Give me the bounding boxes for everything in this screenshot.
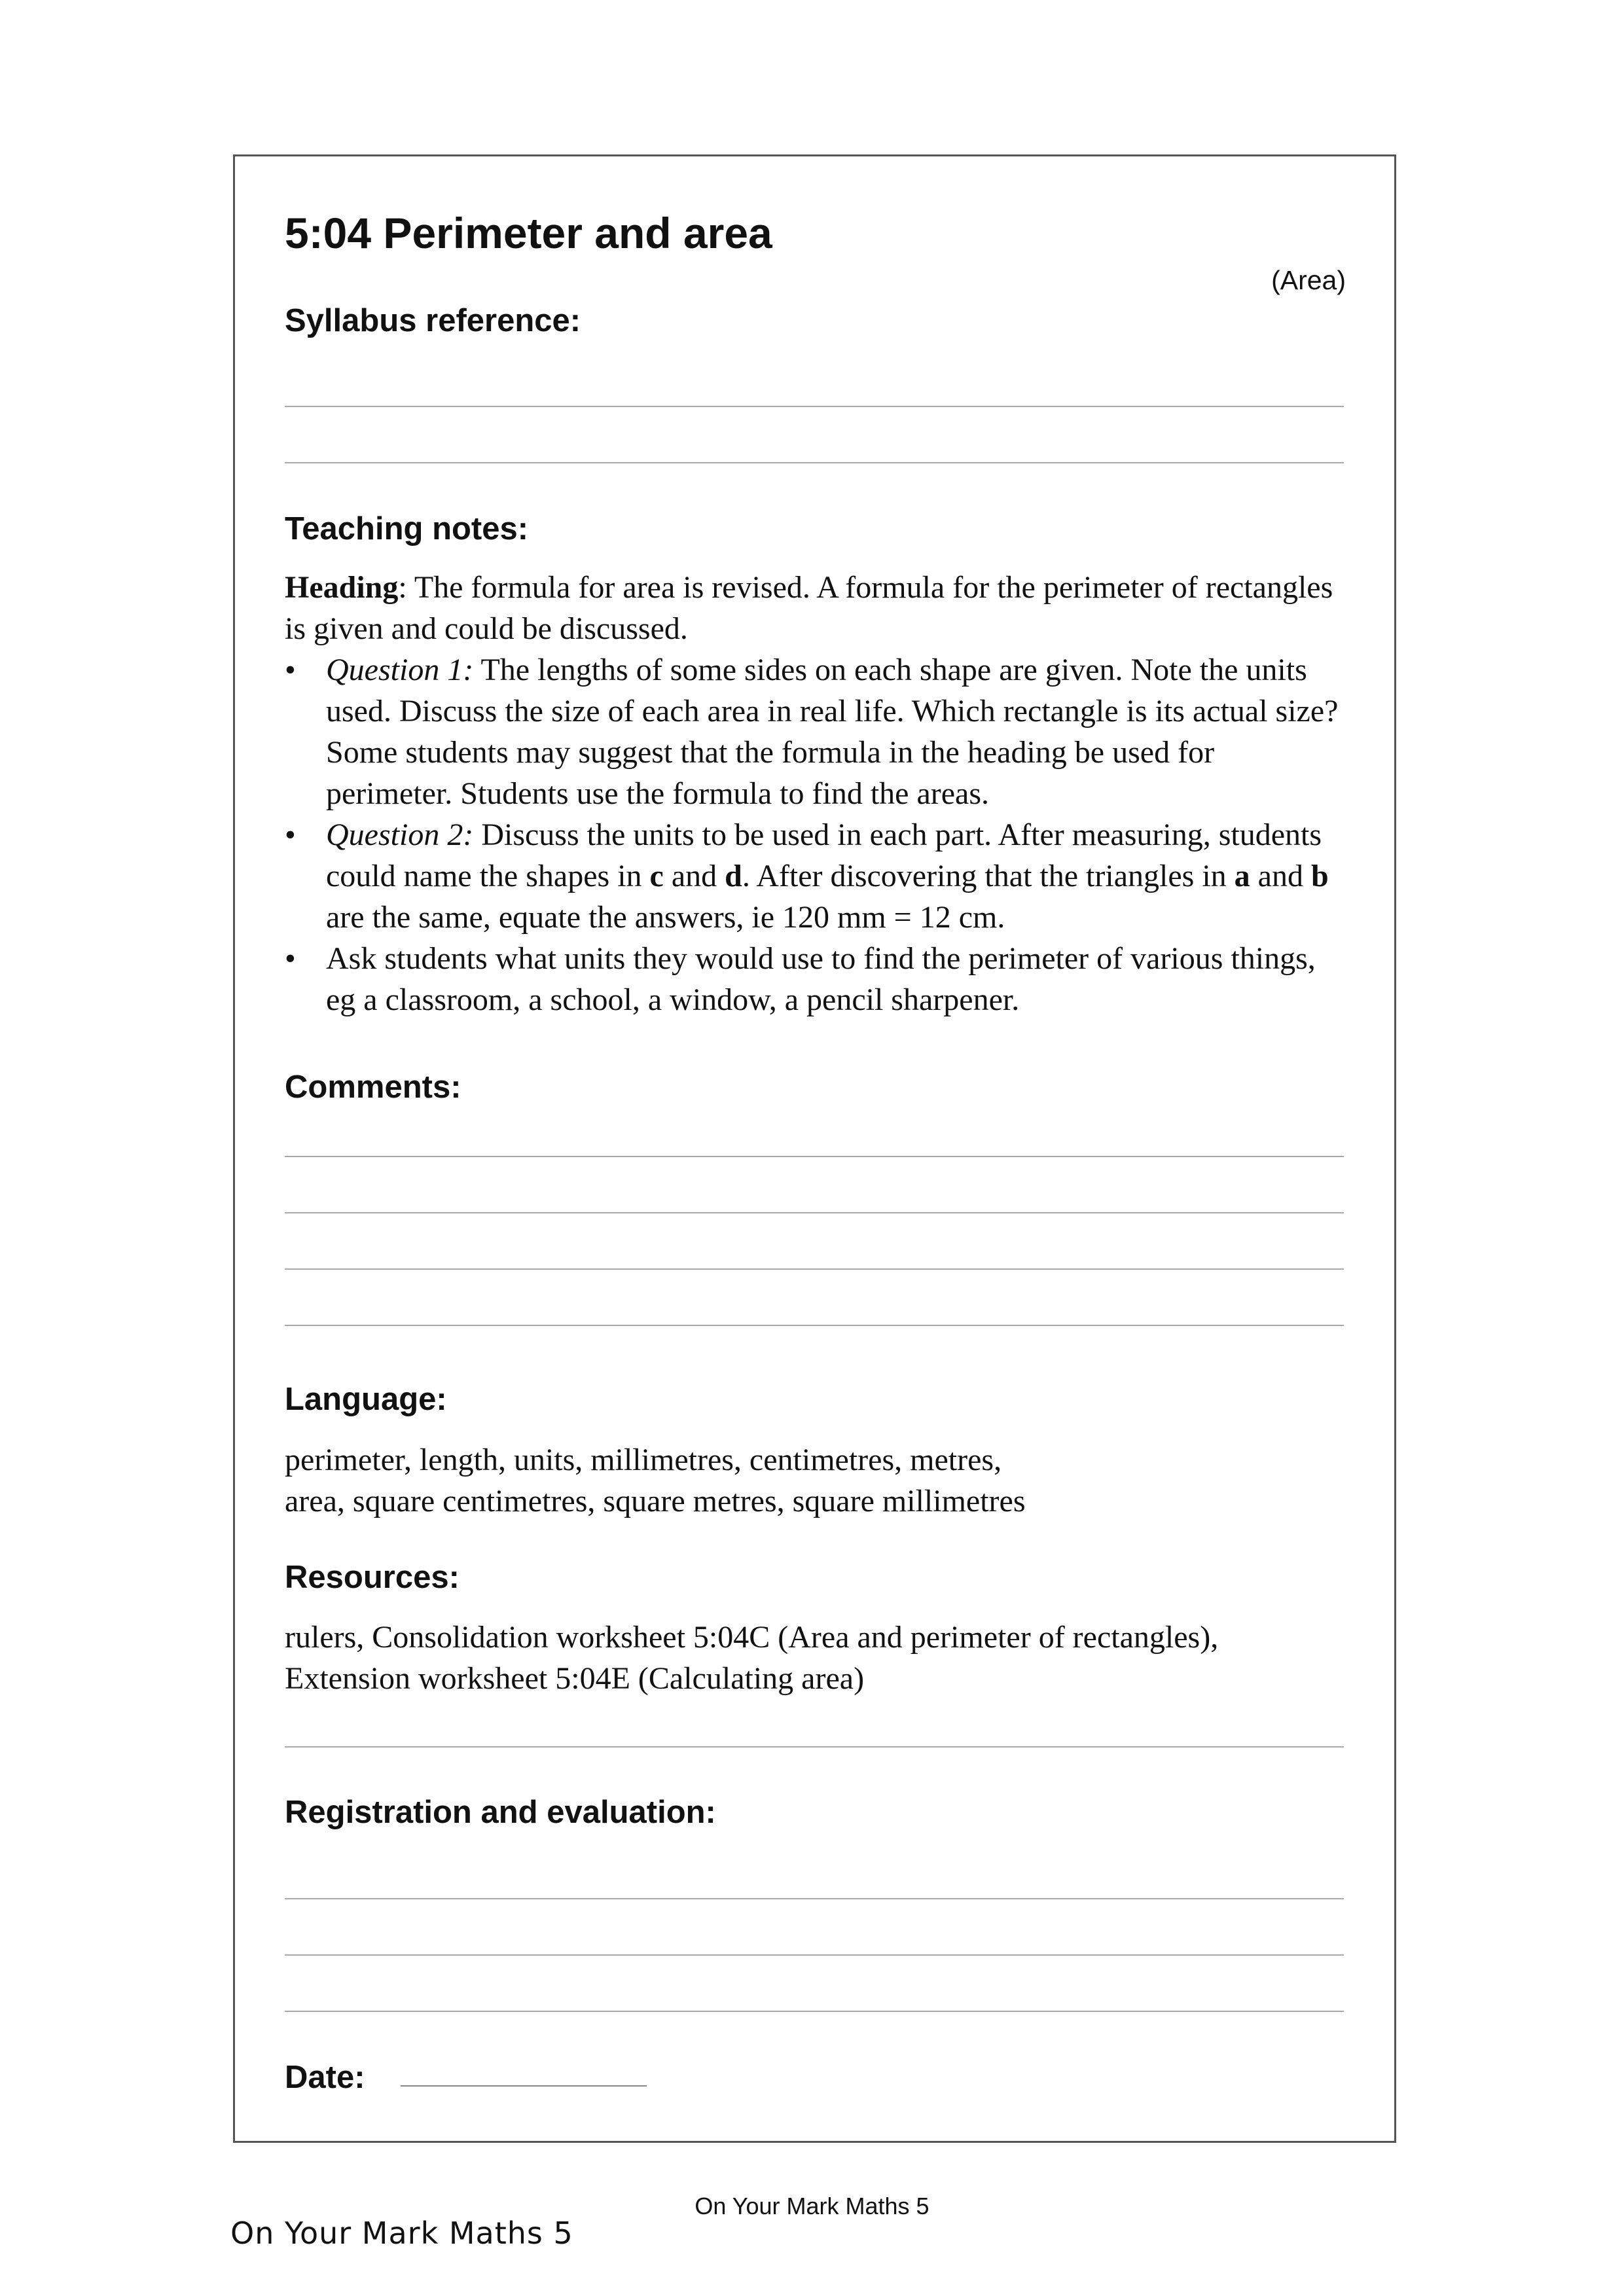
teaching-notes-heading: Teaching notes: bbox=[285, 511, 529, 547]
registration-heading: Registration and evaluation: bbox=[285, 1795, 716, 1830]
list-item bbox=[285, 649, 1345, 814]
comments-line-3[interactable] bbox=[285, 1268, 1344, 1270]
bullet-text: The lengths of some sides on each shape are given. Note the units used. Discuss the size of each area in real life. Which rectangle is its actual size? Some students may suggest that the formula in the heading be used for perimeter. Students use the formula to find the areas. bbox=[326, 653, 1339, 811]
page-frame bbox=[233, 154, 1396, 2143]
comments-line-1[interactable] bbox=[285, 1156, 1344, 1157]
language-line: area, square centimetres, square metres, square millimetres bbox=[285, 1484, 1026, 1518]
language-heading: Language: bbox=[285, 1382, 447, 1417]
registration-line-2[interactable] bbox=[285, 1954, 1344, 1956]
resources-line-blank[interactable] bbox=[285, 1746, 1344, 1748]
heading-label: Heading bbox=[285, 570, 399, 605]
bold-letter: b bbox=[1310, 859, 1329, 893]
syllabus-line-2[interactable] bbox=[285, 462, 1344, 463]
language-body bbox=[285, 1439, 1345, 1522]
teaching-bullets bbox=[285, 649, 1345, 1020]
bold-letter: c bbox=[649, 859, 664, 893]
question-label: Question 1: bbox=[326, 653, 474, 687]
bullet-text: are the same, equate the answers, ie 120 mm = 12 cm. bbox=[326, 900, 1005, 935]
bullet-text: . After discovering that the triangles in bbox=[742, 859, 1235, 893]
list-item bbox=[285, 938, 1345, 1020]
list-item bbox=[285, 814, 1345, 938]
bullet-icon: • bbox=[285, 817, 296, 852]
bullet-text: and bbox=[1250, 859, 1311, 893]
bullet-icon: • bbox=[285, 653, 296, 687]
footer-left-text: On Your Mark Maths 5 bbox=[230, 2215, 573, 2251]
resources-line: Extension worksheet 5:04E (Calculating area) bbox=[285, 1661, 865, 1696]
question-label: Question 2: bbox=[326, 817, 474, 852]
page-title: 5:04 Perimeter and area bbox=[285, 209, 772, 257]
resources-line: rulers, Consolidation worksheet 5:04C (Area and perimeter of rectangles), bbox=[285, 1620, 1219, 1655]
bold-letter: a bbox=[1234, 859, 1250, 893]
language-line: perimeter, length, units, millimetres, centimetres, metres, bbox=[285, 1443, 1002, 1477]
registration-line-3[interactable] bbox=[285, 2011, 1344, 2012]
footer-center-text: On Your Mark Maths 5 bbox=[695, 2193, 929, 2219]
bullet-text: Discuss the units to be used in each part. After measuring, students could name the shapes in bbox=[326, 817, 1322, 893]
heading-note bbox=[285, 567, 1345, 649]
teaching-notes-body bbox=[285, 567, 1345, 1020]
registration-line-1[interactable] bbox=[285, 1898, 1344, 1899]
bullet-text: and bbox=[663, 859, 725, 893]
heading-note-text: : The formula for area is revised. A formula for the perimeter of rectangles is given and could be discussed. bbox=[285, 570, 1333, 646]
resources-heading: Resources: bbox=[285, 1560, 460, 1595]
comments-line-2[interactable] bbox=[285, 1212, 1344, 1213]
bullet-text: Ask students what units they would use to find the perimeter of various things, eg a classroom, a school, a window, a pencil sharpener. bbox=[326, 941, 1316, 1017]
comments-heading: Comments: bbox=[285, 1069, 461, 1105]
date-label: Date: bbox=[285, 2060, 365, 2095]
bullet-icon: • bbox=[285, 941, 296, 976]
date-input-line[interactable] bbox=[401, 2085, 647, 2087]
topic-tag: (Area) bbox=[1271, 265, 1346, 295]
syllabus-heading: Syllabus reference: bbox=[285, 303, 581, 338]
bold-letter: d bbox=[725, 859, 742, 893]
resources-body bbox=[285, 1617, 1345, 1699]
comments-line-4[interactable] bbox=[285, 1325, 1344, 1326]
syllabus-line-1[interactable] bbox=[285, 406, 1344, 407]
